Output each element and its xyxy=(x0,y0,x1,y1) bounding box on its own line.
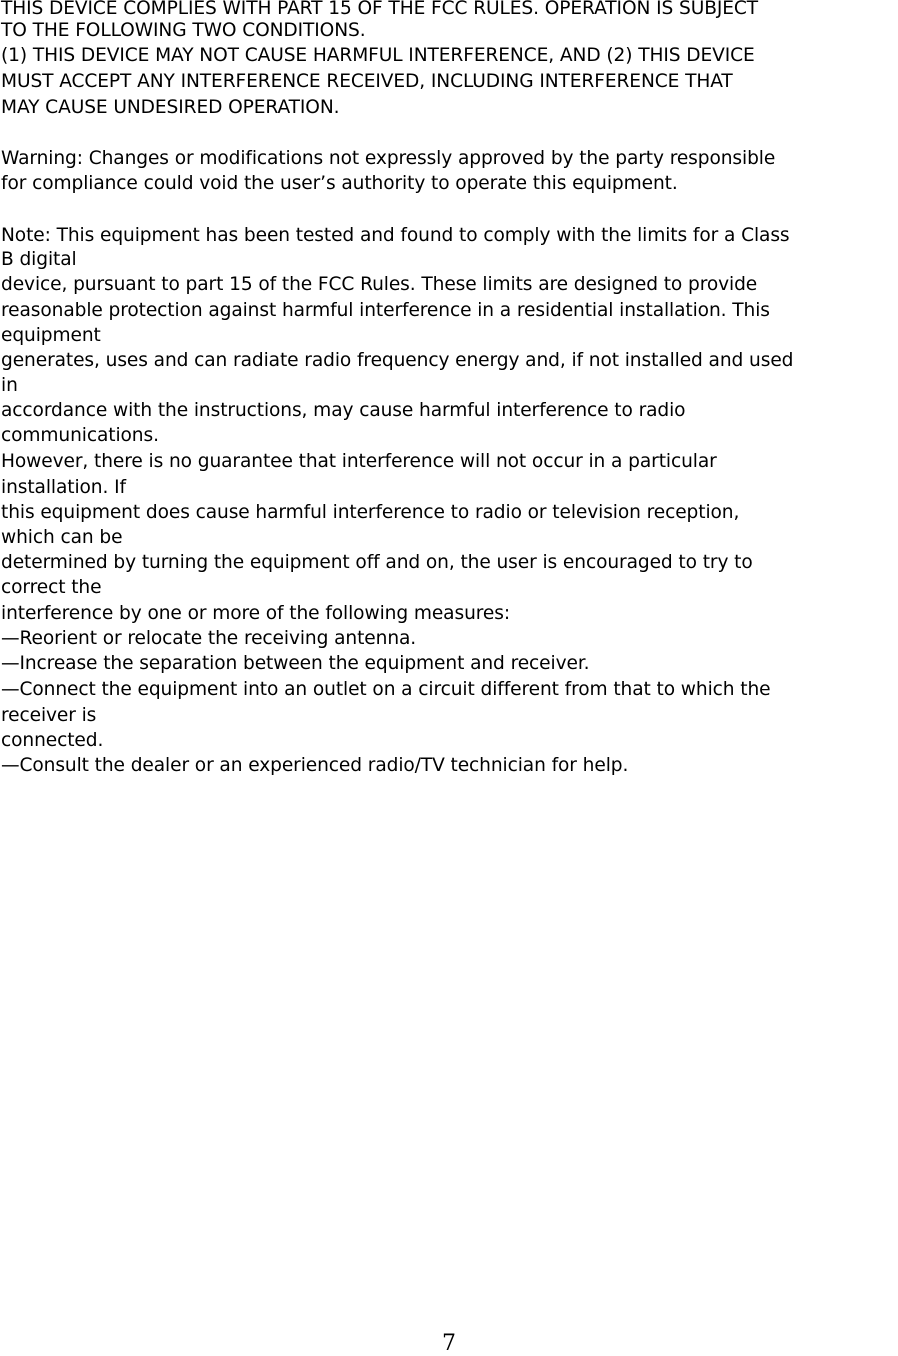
note-line-3: device, pursuant to part 15 of the FCC Rules. These limits are designed to provide xyxy=(1,274,758,295)
measure-item-3: —Connect the equipment into an outlet on a circuit different from that to which the xyxy=(1,679,771,700)
note-line-1: Note: This equipment has been tested and found to comply with the limits for a Class xyxy=(1,225,790,246)
note-line-2: B digital xyxy=(1,249,77,270)
measure-item-3-continued: receiver is xyxy=(1,705,97,726)
measure-item-3-end: connected. xyxy=(1,730,104,751)
warning-line-1: Warning: Changes or modifications not expressly approved by the party responsible xyxy=(1,148,776,169)
warning-line-2: for compliance could void the user’s authority to operate this equipment. xyxy=(1,173,678,194)
note-line-15: correct the xyxy=(1,577,102,598)
compliance-line-2: TO THE FOLLOWING TWO CONDITIONS. xyxy=(1,20,366,41)
note-line-8: accordance with the instructions, may cause harmful interference to radio xyxy=(1,400,686,421)
note-line-16: interference by one or more of the following measures: xyxy=(1,603,510,624)
note-line-13: which can be xyxy=(1,527,123,548)
note-line-12: this equipment does cause harmful interference to radio or television reception, xyxy=(1,502,740,523)
note-line-9: communications. xyxy=(1,425,159,446)
note-line-5: equipment xyxy=(1,325,101,346)
note-line-4: reasonable protection against harmful interference in a residential installation. This xyxy=(1,300,770,321)
compliance-line-5: MAY CAUSE UNDESIRED OPERATION. xyxy=(1,97,340,118)
compliance-line-1: THIS DEVICE COMPLIES WITH PART 15 OF THE FCC RULES. OPERATION IS SUBJECT xyxy=(1,0,759,19)
measure-item-2: —Increase the separation between the equipment and receiver. xyxy=(1,653,590,674)
note-line-7: in xyxy=(1,375,18,396)
measure-item-1: —Reorient or relocate the receiving antenna. xyxy=(1,628,417,649)
measure-item-4: —Consult the dealer or an experienced radio/TV technician for help. xyxy=(1,755,629,776)
compliance-line-4: MUST ACCEPT ANY INTERFERENCE RECEIVED, INCLUDING INTERFERENCE THAT xyxy=(1,71,733,92)
note-line-11: installation. If xyxy=(1,477,126,498)
compliance-line-3: (1) THIS DEVICE MAY NOT CAUSE HARMFUL INTERFERENCE, AND (2) THIS DEVICE xyxy=(1,45,755,66)
note-line-10: However, there is no guarantee that interference will not occur in a particular xyxy=(1,451,717,472)
note-line-6: generates, uses and can radiate radio frequency energy and, if not installed and used xyxy=(1,350,794,371)
note-line-14: determined by turning the equipment off and on, the user is encouraged to try to xyxy=(1,552,753,573)
page-number: 7 xyxy=(442,1331,456,1356)
